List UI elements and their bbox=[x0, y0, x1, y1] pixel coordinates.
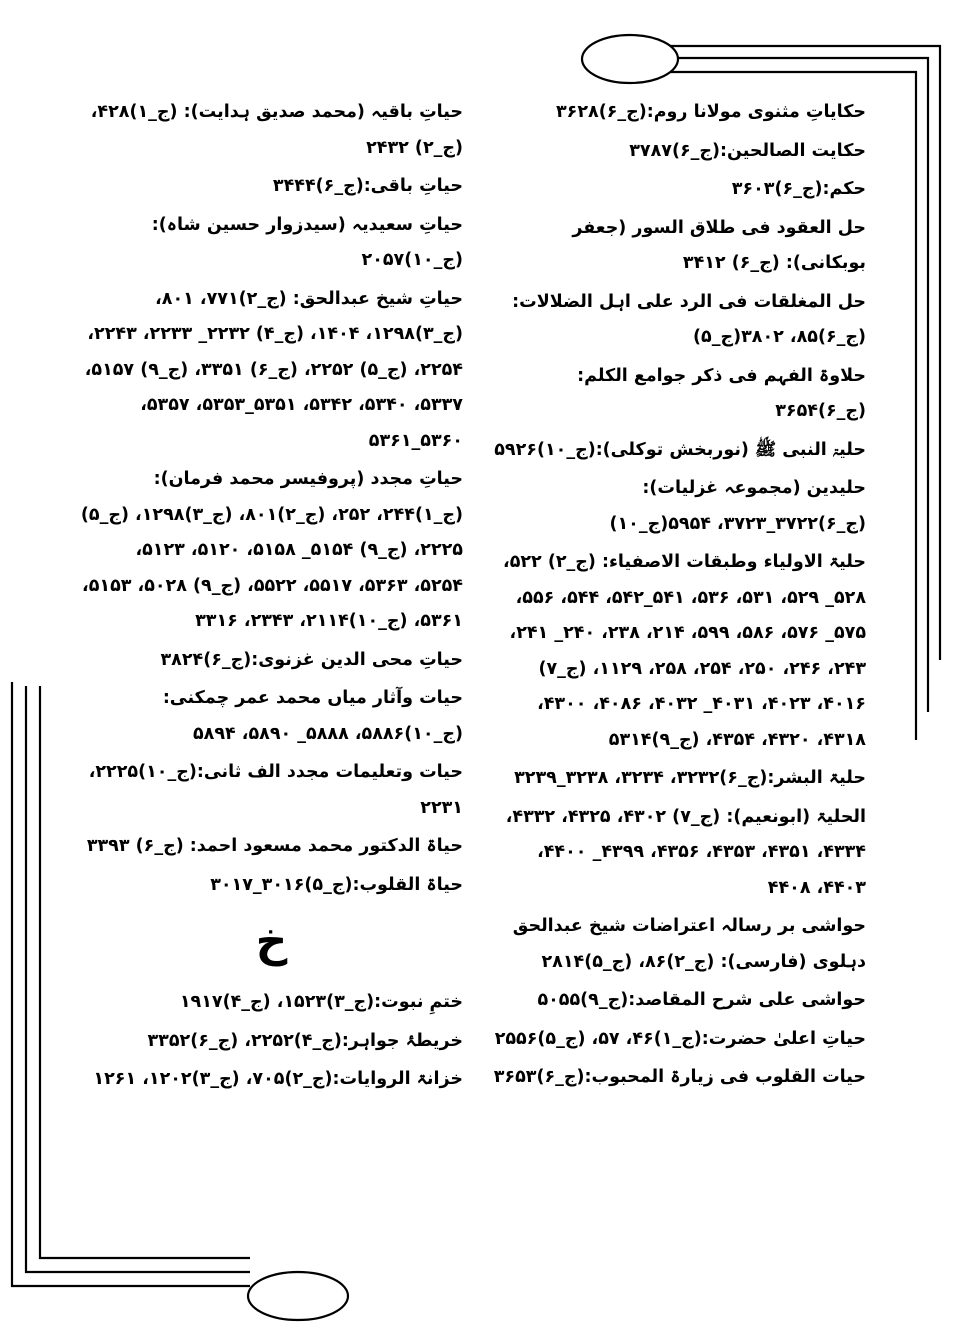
right-column bbox=[488, 95, 866, 1099]
top-oval bbox=[582, 35, 678, 83]
index-entry: حیات القلوب فی زیارۃ المحبوب:(ج_۶)۳۶۵۳ bbox=[493, 1067, 866, 1087]
index-entry: حلیۃ النبی ﷺ (نوربخش توکلی):(ج_۱۰)۵۹۲۶ bbox=[494, 439, 866, 460]
index-entry: حیاتِ باقی:(ج_۶)۳۴۴۴ bbox=[272, 176, 463, 196]
index-entry: حیاتِ سعیدیہ (سیدزوار حسین شاہ):(ج_۱۰)۲۰۵۷ bbox=[151, 214, 463, 270]
index-entry: حل المغلقات فی الرد علی اہل الضلالات: (ج_۶)۸۵، ۳۸۰۲(ج_۵) bbox=[512, 291, 866, 347]
left-column bbox=[80, 95, 463, 1101]
index-entry: حیاتِ مجدد (پروفیسر محمد فرمان): (ج_۱)۲۴۴، ۲۵۲، (ج_۲)۸۰۱، (ج_۳)۱۲۹۸، (ج_۵) ۲۲۲۵، (ج_۹) ۵۱۵۴_ ۵۱۵۸، ۵۱۲۰، ۵۱۲۳، ۵۲۵۴، ۵۳۶۳، ۵۵۱۷، ۵۵۲۲، (ج_۹) ۵۰۲۸، ۵۱۵۳، ۵۳۶۱، (ج_۱۰)۲۱۱۴، ۲۳۴۳، ۳۳۱۶ bbox=[80, 469, 463, 631]
index-entry: حل العقود فی طلاق السور (جعفر بوبکانی): (ج_۶) ۳۴۱۲ bbox=[572, 217, 866, 273]
index-entry: حلاوۃ الفہم فی ذکر جوامع الکلم:(ج_۶)۳۶۵۴ bbox=[577, 365, 866, 421]
index-entry: حیاتِ باقیہ (محمد صدیق ہدایت): (ج_۱)۴۲۸، (ج_۲) ۲۴۳۲ bbox=[90, 102, 463, 158]
index-entry: حیاتِ اعلیٰ حضرت:(ج_۱)۴۶، ۵۷، (ج_۵)۲۵۵۶ bbox=[494, 1028, 866, 1049]
index-entry: الحلیۃ (ابونعیم): (ج_۷) ۴۳۰۲، ۴۳۲۵، ۴۳۳۲، ۴۳۳۴، ۴۳۵۱، ۴۳۵۳، ۴۳۵۶، ۴۳۹۹_ ۴۴۰۰، ۴۴۰۳، ۴۴۰۸ bbox=[505, 806, 866, 898]
index-entry: حیات وآثار میاں محمد عمر چمکنی:(ج_۱۰)۵۸۸۶، ۵۸۸۸_ ۵۸۹۰، ۵۸۹۴ bbox=[162, 688, 463, 744]
index-entry: حلیۃ البشر:(ج_۶)۳۲۳۲، ۳۲۳۴، ۳۲۳۸_۳۲۳۹ bbox=[514, 768, 866, 788]
index-entry: حکم:(ج_۶)۳۶۰۳ bbox=[731, 179, 866, 199]
index-entry: حیاتِ محی الدین غزنوی:(ج_۶)۳۸۲۴ bbox=[160, 649, 463, 670]
index-entry: ختمِ نبوت:(ج_۳)۱۵۲۳، (ج_۴)۱۹۱۷ bbox=[179, 992, 463, 1012]
index-entry: حکایت الصالحین:(ج_۶)۳۷۸۷ bbox=[629, 140, 866, 161]
index-entry: حلیدین (مجموعہ غزلیات): (ج_۶)۳۷۲۲_۳۷۲۳، ۵۹۵۴(ج_۱۰) bbox=[609, 478, 866, 534]
index-entry: حیات وتعلیمات مجدد الف ثانی:(ج_۱۰)۲۲۲۵، ۲۲۳۱ bbox=[88, 762, 463, 818]
index-entry: حیاۃ الدکتور محمد مسعود احمد: (ج_۶) ۳۳۹۳ bbox=[86, 836, 463, 856]
index-entry: حلیۃ الاولیاء وطبقات الاصفیاء: (ج_۲) ۵۲۲، ۵۲۸_ ۵۲۹، ۵۳۱، ۵۳۶، ۵۴۱_۵۴۲، ۵۴۴، ۵۵۶، ۵۷۵_ ۵۷۶، ۵۸۶، ۵۹۹، ۲۱۴، ۲۳۸، ۲۴۰_ ۲۴۱، ۲۴۳، ۲۴۶، ۲۵۰، ۲۵۴، ۲۵۸، ۱۱۲۹، (ج_۷) ۴۰۱۶، ۴۰۲۳، ۴۰۳۱_ ۴۰۳۲، ۴۰۸۶، ۴۳۰۰، ۴۳۱۸، ۴۳۲۰، ۴۳۵۴، (ج_۹)۵۳۱۴ bbox=[503, 552, 866, 750]
index-entry: خزانۃ الروایات:(ج_۲)۷۰۵، (ج_۳)۱۲۰۲، ۱۲۶۱ bbox=[93, 1069, 463, 1089]
index-entry: حیاتِ شیخ عبدالحق: (ج_۲)۷۷۱، ۸۰۱، (ج_۳)۱۲۹۸، ۱۴۰۴، (ج_۴) ۲۲۳۲_ ۲۲۳۳، ۲۲۴۳، ۲۲۵۴، (ج_۵) ۲۲۵۲، (ج_۶) ۳۳۵۱، (ج_۹) ۵۱۵۷، ۵۳۳۷، ۵۳۴۰، ۵۳۴۲، ۵۳۵۱_۵۳۵۳، ۵۳۵۷، ۵۳۶۰_۵۳۶۱ bbox=[84, 288, 463, 451]
index-entry: حواشی بر رسالہ اعتراضات شیخ عبدالحق دہلوی (فارسی): (ج_۲)۸۶، (ج_۵)۲۸۱۴ bbox=[512, 916, 866, 972]
index-entry: حکایاتِ مثنوی مولانا روم:(ج_۶)۳۶۲۸ bbox=[555, 102, 866, 122]
bottom-oval bbox=[248, 1272, 348, 1320]
index-entry: حواشی علی شرح المقاصد:(ج_۹)۵۰۵۵ bbox=[537, 990, 866, 1010]
index-entry: خریطۂ جواہر:(ج_۴)۲۲۵۲، (ج_۶)۳۳۵۲ bbox=[147, 1030, 463, 1051]
index-entry: حیاۃ القلوب:(ج_۵)۳۰۱۶_۳۰۱۷ bbox=[210, 874, 463, 895]
section-letter-heading: خ bbox=[255, 916, 288, 967]
